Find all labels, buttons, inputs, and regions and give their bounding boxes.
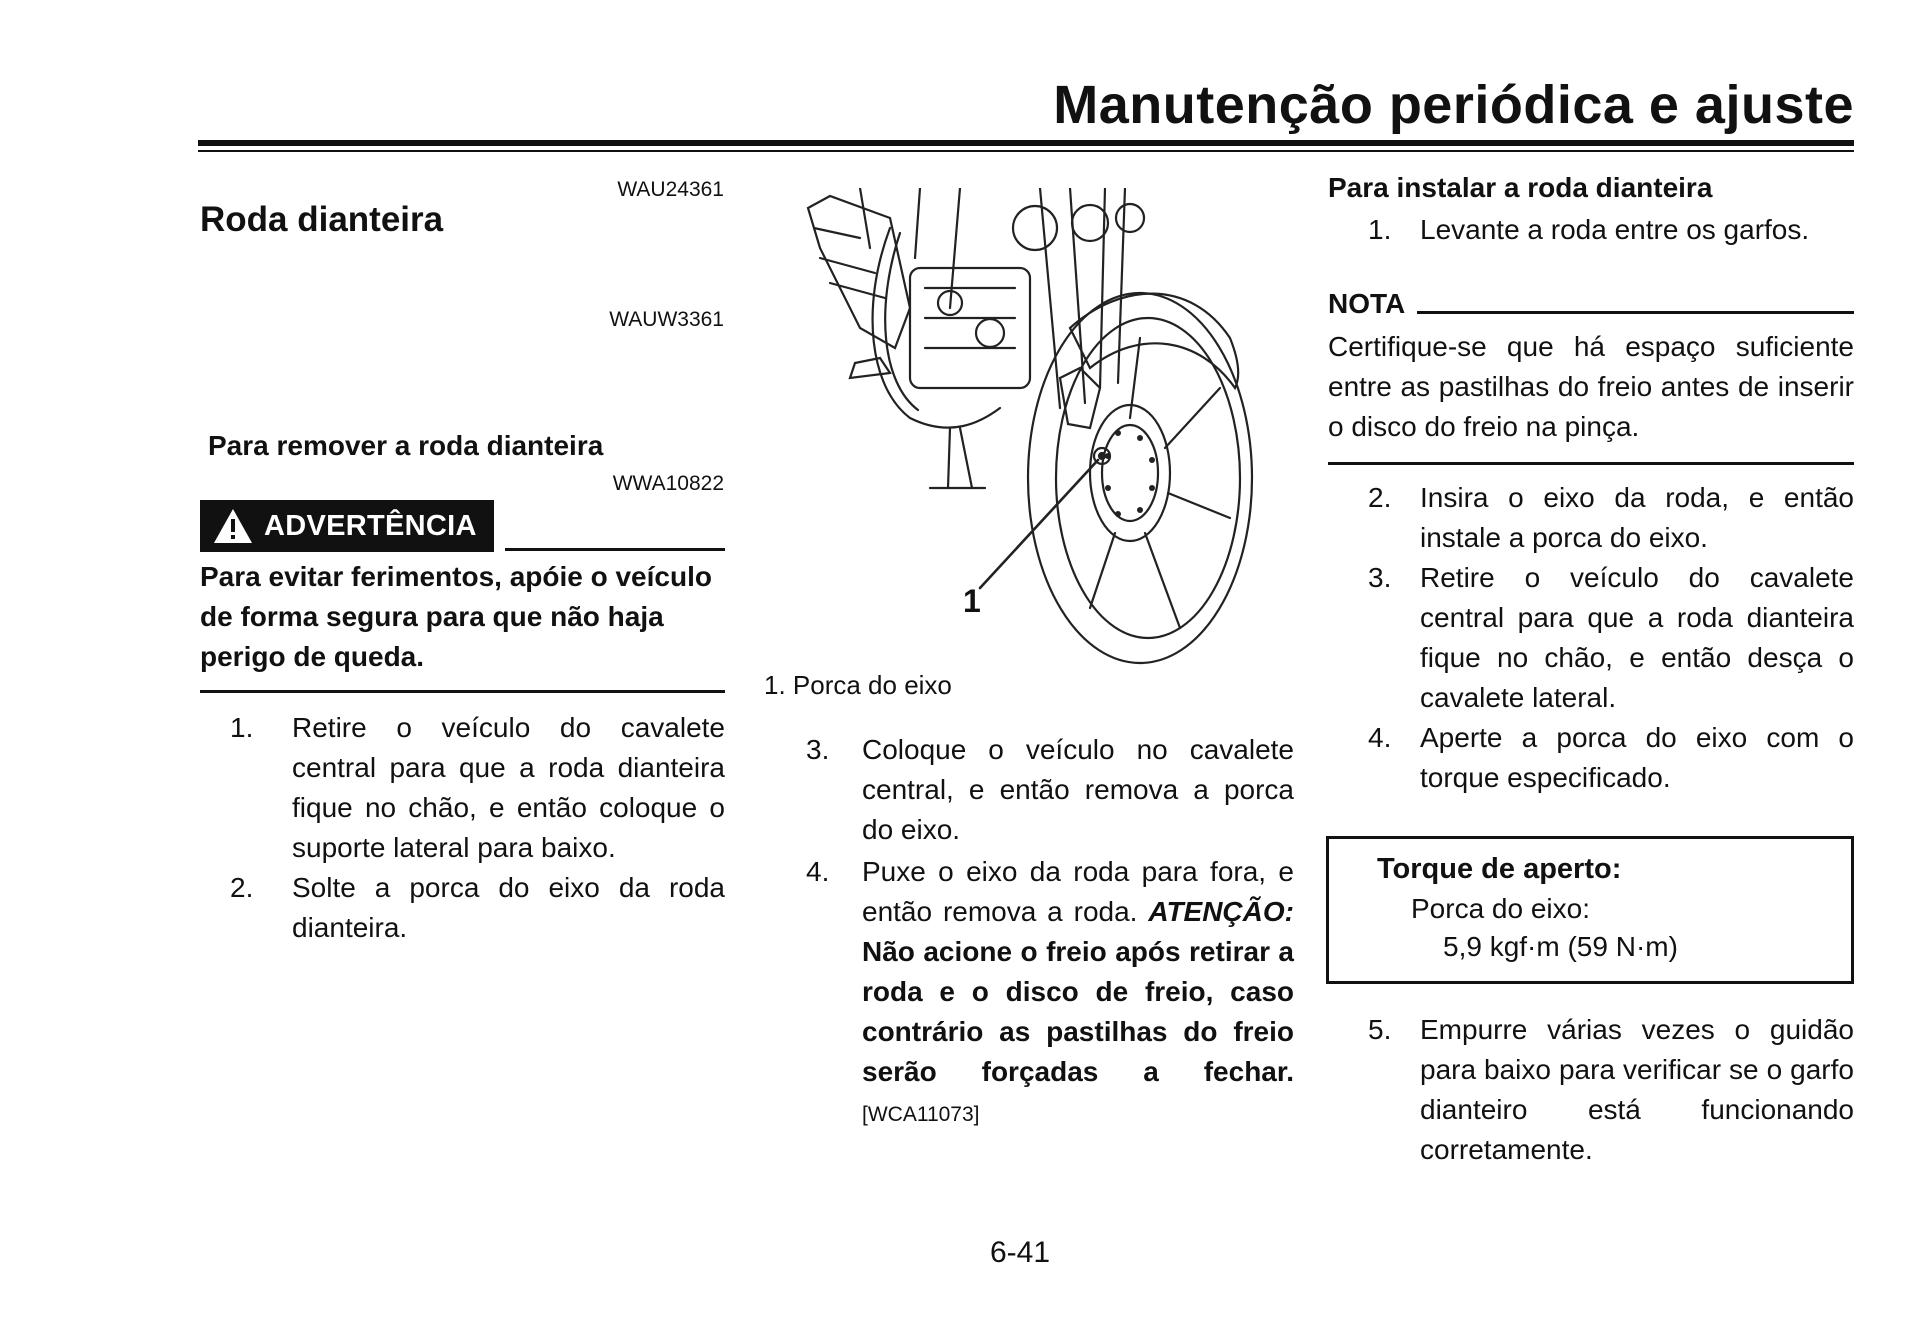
warning-text: Para evitar ferimentos, apóie o veículo de forma segura para que não haja perigo de queda.: [200, 561, 712, 672]
subheading-remove: Para remover a roda dianteira: [208, 430, 604, 461]
doc-code: WAUW3361: [609, 308, 724, 331]
list-item: [806, 852, 1294, 1135]
front-wheel-illustration: [800, 188, 1270, 668]
warning-triangle-icon: [212, 507, 254, 545]
torque-item: Porca do eixo:: [1411, 893, 1590, 924]
step-number: 3.: [1368, 562, 1392, 593]
step-text: Retire o veículo do cavalete central para que a roda dianteira fique no chão, e então coloque o suporte lateral para baixo.: [292, 712, 725, 863]
step-number: 2.: [1368, 482, 1392, 513]
nota-text: Certifique-se que há espaço suficiente entre as pastilhas do freio antes de inserir o disco do freio na pinça.: [1328, 331, 1854, 442]
header-rule-thin: [198, 150, 1854, 152]
warning-rule: [505, 548, 725, 551]
step-text: Aperte a porca do eixo com o torque especificado.: [1420, 722, 1854, 793]
list-item: [806, 730, 1294, 850]
step-number: 2.: [230, 872, 254, 903]
step-body: [862, 852, 1294, 1135]
install-step-1: [1368, 210, 1854, 250]
list-item: [230, 868, 725, 948]
list-item: [1368, 1010, 1854, 1170]
nota-heading: [1328, 288, 1854, 320]
step-number: 1.: [1368, 214, 1392, 245]
callout-number: 1: [963, 583, 981, 619]
warning-end-rule: [200, 690, 725, 693]
step-text: Retire o veículo do cavalete central para que a roda dianteira fique no chão, e então desça o cavalete lateral.: [1420, 562, 1854, 713]
torque-title: Torque de aperto:: [1377, 853, 1622, 885]
step-number: 3.: [806, 734, 830, 765]
step-text: Puxe o eixo da roda para fora, e então remova a roda.: [862, 856, 1294, 927]
page-title: Manutenção periódica e ajuste: [1053, 75, 1854, 135]
step-text: Insira o eixo da roda, e então instale a porca do eixo.: [1420, 482, 1854, 553]
list-item: [1368, 558, 1854, 718]
step-number: 1.: [230, 712, 254, 743]
torque-spec-box: [1326, 836, 1854, 984]
figure-caption: 1. Porca do eixo: [764, 670, 952, 700]
section-title: Roda dianteira: [200, 200, 444, 239]
page-number: 6-41: [990, 1236, 1051, 1269]
list-item: [1368, 478, 1854, 558]
remove-steps-list: [230, 708, 725, 948]
step-text: Solte a porca do eixo da roda dianteira.: [292, 872, 725, 943]
doc-code: WWA10822: [612, 472, 724, 495]
subheading-install: Para instalar a roda dianteira: [1328, 172, 1713, 203]
list-item: [230, 708, 725, 868]
step-text: Coloque o veículo no cavalete central, e então remova a porca do eixo.: [862, 734, 1294, 845]
install-steps-list: [1368, 478, 1854, 798]
torque-value: 5,9 kgf·m (59 N·m): [1443, 931, 1678, 962]
step-number: 4.: [806, 856, 830, 887]
header-rule-thick: [198, 140, 1854, 146]
warning-badge: [200, 500, 494, 552]
caution-label: ATENÇÃO:: [1148, 896, 1294, 927]
step-number: 4.: [1368, 722, 1392, 753]
middle-steps-list: [806, 730, 1294, 1135]
step-text: Empurre várias vezes o guidão para baixo para verificar se o garfo dianteiro está funcionando corretamente.: [1420, 1014, 1854, 1165]
nota-end-rule: [1328, 462, 1854, 465]
step-number: 5.: [1368, 1014, 1392, 1045]
caution-code: [WCA11073]: [862, 1103, 980, 1126]
doc-code: WAU24361: [617, 178, 724, 201]
nota-rule: [1417, 311, 1854, 314]
warning-label: ADVERTÊNCIA: [264, 509, 477, 542]
step-text: Levante a roda entre os garfos.: [1420, 214, 1810, 245]
nota-label: NOTA: [1328, 288, 1406, 319]
caution-text: Não acione o freio após retirar a roda e o disco de freio, caso contrário as pastilhas do freio serão forçadas a fechar.: [862, 936, 1294, 1087]
install-step-5: [1368, 1010, 1854, 1170]
list-item: [1368, 718, 1854, 798]
list-item: [1368, 210, 1854, 250]
